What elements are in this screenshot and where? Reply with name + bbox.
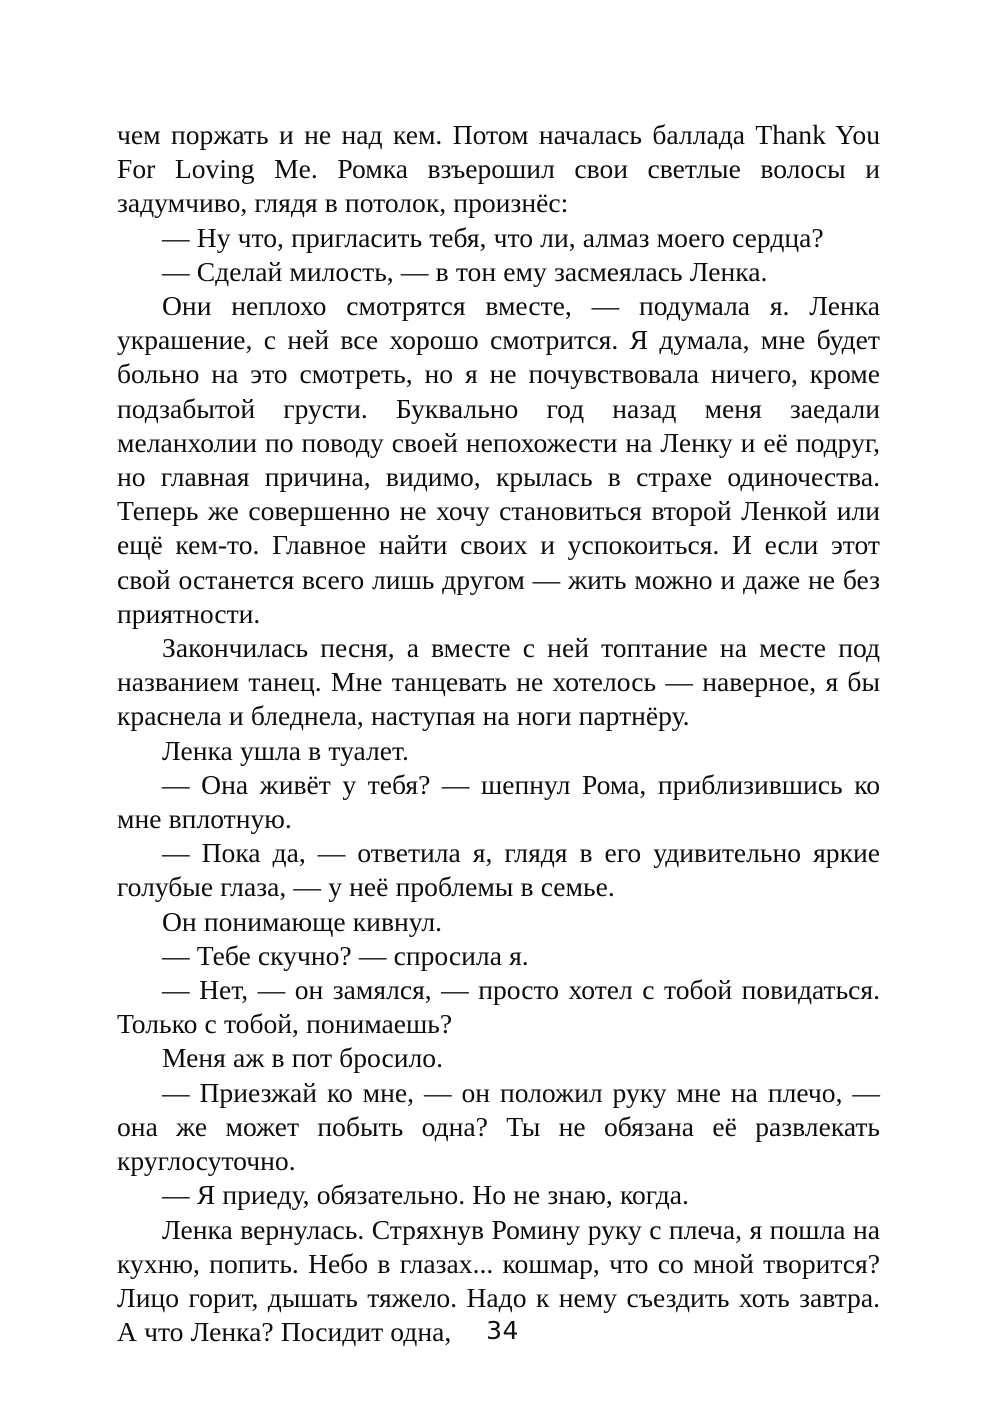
paragraph-dialogue: — Пока да, — ответила я, глядя в его удивительно яркие голубые глаза, — у неё проблемы в семье. — [117, 837, 880, 903]
paragraph-dialogue: — Приезжай ко мне, — он положил руку мне на плечо, — она же может побыть одна? Ты не обязана её развлекать круглосуточно. — [117, 1076, 880, 1177]
paragraph-dialogue: — Она живёт у тебя? — шепнул Рома, приблизившись ко мне вплотную. — [117, 768, 880, 835]
paragraph: Меня аж в пот бросило. — [162, 1042, 443, 1074]
paragraph: Он понимающе кивнул. — [162, 905, 442, 937]
page-text-block — [117, 118, 880, 1349]
paragraph-dialogue: — Нет, — он замялся, — просто хотел с тобой повидаться. Только с тобой, понимаешь? — [117, 974, 880, 1040]
paragraph: Они неплохо смотрятся вместе, — подумала я. Ленка украшение, с ней все хорошо смотрится. Я думала, мне будет больно на это смотреть, но я не почувствовала ничего, кроме подзабытой грусти. Буквально год назад меня заедали меланхолии по поводу своей непохожести на Ленку и её подруг, но главная причина, видимо, крылась в страхе одиночества. Теперь же совершенно не хочу становиться второй Ленкой или ещё кем-то. Главное найти своих и успокоиться. И если этот свой останется всего лишь другом — жить можно и даже не без приятности. — [117, 290, 880, 629]
paragraph-dialogue: — Я приеду, обязательно. Но не знаю, когда. — [162, 1179, 689, 1211]
paragraph: Ленка вернулась. Стряхнув Ромину руку с плеча, я пошла на кухню, попить. Небо в глазах... кошмар, что со мной творится? Лицо горит, дышать тяжело. Надо к нему съездить хоть завтра. А что Ленка? Посидит одна, — [117, 1213, 880, 1348]
page-number: 34 — [486, 1316, 519, 1345]
paragraph: чем поржать и не над кем. Потом началась баллада Thank You For Loving Me. Ромка взъерошил свои светлые волосы и задумчиво, глядя в потолок, произнёс: — [117, 119, 880, 219]
paragraph-dialogue: — Тебе скучно? — спросила я. — [162, 939, 529, 971]
paragraph-dialogue: — Сделай милость, — в тон ему засмеялась Ленка. — [162, 255, 768, 287]
paragraph: Ленка ушла в туалет. — [162, 734, 409, 766]
paragraph: Закончилась песня, а вместе с ней топтание на месте под названием танец. Мне танцевать не хотелось — наверное, я бы краснела и бледнела, наступая на ноги партнёру. — [117, 632, 880, 732]
paragraph-dialogue: — Ну что, пригласить тебя, что ли, алмаз моего сердца? — [162, 221, 824, 253]
